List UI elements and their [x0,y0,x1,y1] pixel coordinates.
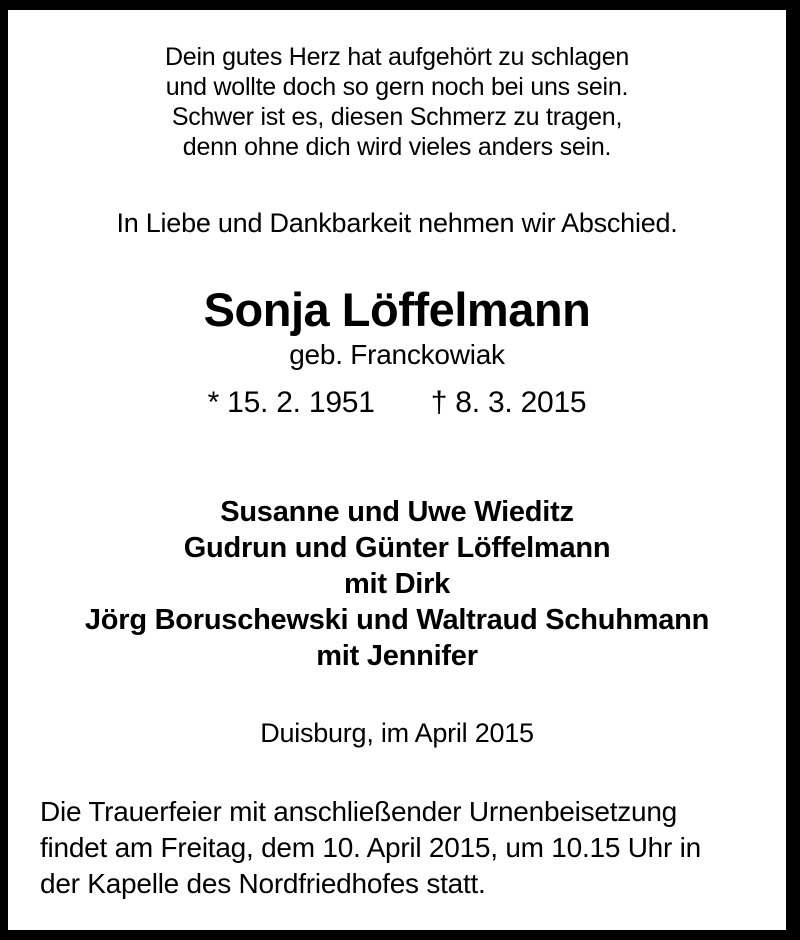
life-dates [8,386,786,420]
death-date: † 8. 3. 2015 [430,386,587,419]
memorial-poem [8,42,786,162]
birth-date: * 15. 2. 1951 [207,386,375,419]
poem-line: denn ohne dich wird vieles anders sein. [182,133,612,161]
mourner-line: Susanne und Uwe Wieditz [220,496,574,528]
mourner-line: Jörg Boruschewski und Waltraud Schuhmann [84,604,710,636]
farewell-line: In Liebe und Dankbarkeit nehmen wir Abschied. [116,208,678,238]
poem-line: und wollte doch so gern noch bei uns sein. [165,73,629,101]
funeral-announcement [8,794,786,902]
deceased-name: Sonja Löffelmann [203,283,591,336]
mourner-line: mit Jennifer [316,640,478,672]
poem-line: Dein gutes Herz hat aufgehört zu schlagen [164,43,630,71]
poem-line: Schwer ist es, diesen Schmerz zu tragen, [171,103,623,131]
notice-content [8,10,786,902]
maiden-name: geb. Franckowiak [289,339,505,370]
mourners-list [8,494,786,674]
funeral-line: Die Trauerfeier mit anschließender Urnenbeisetzung [40,796,677,827]
mourner-line: mit Dirk [343,568,451,600]
place-dateline: Duisburg, im April 2015 [260,718,534,748]
mourner-line: Gudrun und Günter Löffelmann [183,532,611,564]
funeral-line: findet am Freitag, dem 10. April 2015, um 10.15 Uhr in [40,832,701,863]
funeral-line: der Kapelle des Nordfriedhofes statt. [40,868,486,899]
